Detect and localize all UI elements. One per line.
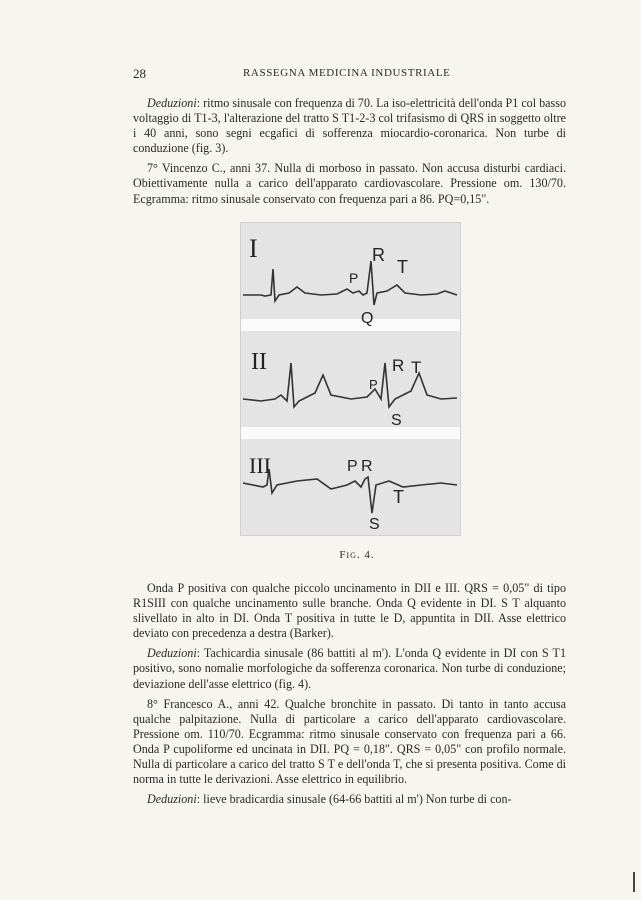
onda-paragraph: Onda P positiva con qualche piccolo uncinamento in DII e III. QRS = 0,05" di tipo R1SIII con qualche uncinamento sulle branche. Onda Q evidente in DI. S T alquanto slivellato in alto in DI. Onda T positiva in tutte le D, appuntita in DII. Asse elettrico deviato con precedenza a destra (Barker).: [133, 581, 566, 641]
case-7-paragraph: 7° Vincenzo C., anni 37. Nulla di morboso in passato. Non accusa disturbi cardiaci. Obiettivamente nulla a carico dell'apparato cardiovascolare. Pressione om. 130/70. Ecgramma: ritmo sinusale conservato con frequenza pari a 86. PQ=0,15".: [133, 161, 566, 206]
lead-ii-t-label: T: [411, 358, 422, 377]
deduzioni-paragraph-3: [133, 792, 566, 807]
deduzioni-label: Deduzioni: [147, 792, 197, 807]
ecg-figure: [240, 222, 461, 536]
scan-margin-mark: [633, 872, 635, 892]
deduzioni-label: Deduzioni: [147, 646, 197, 661]
lead-iii-label: III: [249, 453, 271, 478]
lead-iii-r-label: R: [361, 458, 373, 475]
lead-iii-s-label: S: [369, 516, 380, 533]
lead-iii-t-label: T: [393, 487, 404, 507]
lead-i-label: I: [249, 234, 258, 263]
deduzioni-text: : ritmo sinusale con frequenza di 70. La iso-elettricità dell'onda P1 col basso voltaggio di T1-3, l'alterazione del tratto S T1-2-3 col trifasismo di QRS in soggetto oltre i 40 anni, sono segni ecgafici di sofferenza miocardio-coronarica. Non turbe di conduzione (fig. 3).: [133, 96, 566, 156]
lead-iii-p-label: P: [347, 458, 358, 475]
deduzioni-paragraph-1: [133, 96, 566, 156]
page-header: [133, 66, 563, 82]
lead-ii-s-label: S: [391, 412, 402, 429]
lead-ii-r-label: R: [392, 356, 405, 375]
figure-caption: Fig. 4.: [339, 549, 375, 561]
deduzioni-text: : lieve bradicardia sinusale (64-66 battiti al m') Non turbe di con-: [196, 792, 512, 807]
case-8-paragraph: 8° Francesco A., anni 42. Qualche bronchite in passato. Di tanto in tanto accusa qualche palpitazione. Nulla di particolare a carico dell'apparato cardiovascolare. Pressione om. 110/70. Ecgramma: ritmo sinusale conservato con frequenza pari a 66. Onda P cupoliforme ed uncinata in DII. PQ = 0,18". QRS = 0,05" con profilo normale. Nulla di particolare a carico del tratto S T e dell'onda T, che si presenta positiva. Come di norma in tutte le derivazioni. Asse elettrico in equilibrio.: [133, 696, 566, 787]
lead-i-t-label: T: [397, 257, 408, 277]
lead-i-p-label: P: [349, 270, 359, 286]
deduzioni-paragraph-2: [133, 646, 566, 691]
deduzioni-text: : Tachicardia sinusale (86 battiti al m'). L'onda Q evidente in DI con S T1 positivo, sono nomalie morfologiche da sofferenza coronarica. Non turbe di conduzione; deviazione dell'asse elettrico (fig. 4).: [133, 646, 566, 691]
deduzioni-label: Deduzioni: [147, 96, 197, 110]
running-title: RASSEGNA MEDICINA INDUSTRIALE: [243, 67, 451, 79]
bottom-text-block: [133, 581, 566, 812]
lead-i-r-label: R: [372, 245, 385, 265]
lead-ii-p-label: P: [369, 377, 378, 392]
page-number: 28: [133, 66, 146, 81]
top-text-block: [133, 96, 566, 212]
lead-i-q-label: Q: [361, 310, 374, 327]
lead-ii-label: II: [251, 349, 267, 375]
